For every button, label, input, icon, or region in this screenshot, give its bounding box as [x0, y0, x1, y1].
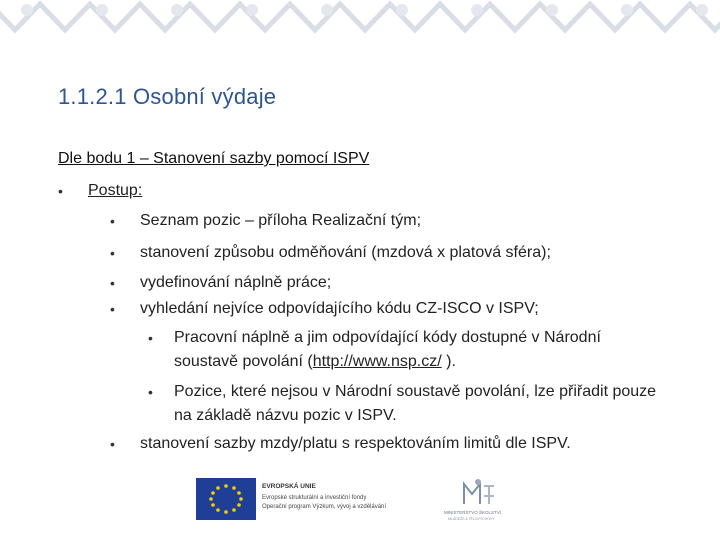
- postup-row: [58, 179, 142, 203]
- postup-label: Postup:: [88, 182, 143, 199]
- bullet-icon: •: [110, 275, 115, 291]
- bullet-icon: •: [148, 384, 153, 400]
- eu-logo: [196, 474, 536, 524]
- sub-text-after: ).: [441, 353, 456, 370]
- list-item-text: stanovení sazby mzdy/platu s respektováním limitů dle ISPV.: [140, 435, 571, 452]
- list-item: [110, 297, 539, 321]
- sub-list-item: [148, 326, 668, 374]
- list-item: [110, 241, 551, 265]
- list-item-text: vydefinování náplně práce;: [140, 274, 332, 291]
- bullet-icon: •: [110, 213, 115, 229]
- header-pattern: [0, 0, 720, 36]
- msmt-logo: [444, 479, 502, 521]
- eu-title: EVROPSKÁ UNIE: [262, 483, 316, 490]
- msmt-caption: MINISTERSTVO ŠKOLSTVÍ,: [444, 510, 503, 515]
- list-item-text: vyhledání nejvíce odpovídajícího kódu CZ-ISCO v ISPV;: [140, 300, 539, 317]
- eu-line1: Evropské strukturální a investiční fondy: [262, 495, 367, 501]
- list-item: [110, 209, 421, 233]
- slide-subtitle: Dle bodu 1 – Stanovení sazby pomocí ISPV: [58, 150, 370, 167]
- sub-list-item-text: [174, 326, 668, 374]
- bullet-icon: •: [110, 301, 115, 317]
- bullet-icon: •: [148, 330, 153, 346]
- sub-list-item: [148, 380, 668, 428]
- list-item: [110, 271, 331, 295]
- bullet-icon: •: [58, 183, 63, 199]
- footer-logos: [196, 474, 536, 524]
- sub-list-item-text: Pozice, které nejsou v Národní soustavě povolání, lze přiřadit pouze na základě názvu pozic v ISPV.: [174, 383, 657, 424]
- list-item: [110, 432, 571, 456]
- slide-title: 1.1.2.1 Osobní výdaje: [58, 84, 277, 109]
- list-item-text: Seznam pozic – příloha Realizační tým;: [140, 212, 422, 229]
- nsp-link[interactable]: http://www.nsp.cz/: [312, 353, 442, 370]
- sub-text-before: Pracovní náplně a jim odpovídající kódy dostupné v Národní soustavě povolání (: [174, 329, 601, 370]
- bullet-icon: •: [110, 436, 115, 452]
- msmt-caption2: MLÁDEŽE A TĚLOVÝCHOVY: [448, 517, 495, 521]
- list-item-text: stanovení způsobu odměňování (mzdová x platová sféra);: [140, 244, 551, 261]
- bullet-icon: •: [110, 245, 115, 261]
- eu-line2: Operační program Výzkum, vývoj a vzdělávání: [262, 504, 387, 510]
